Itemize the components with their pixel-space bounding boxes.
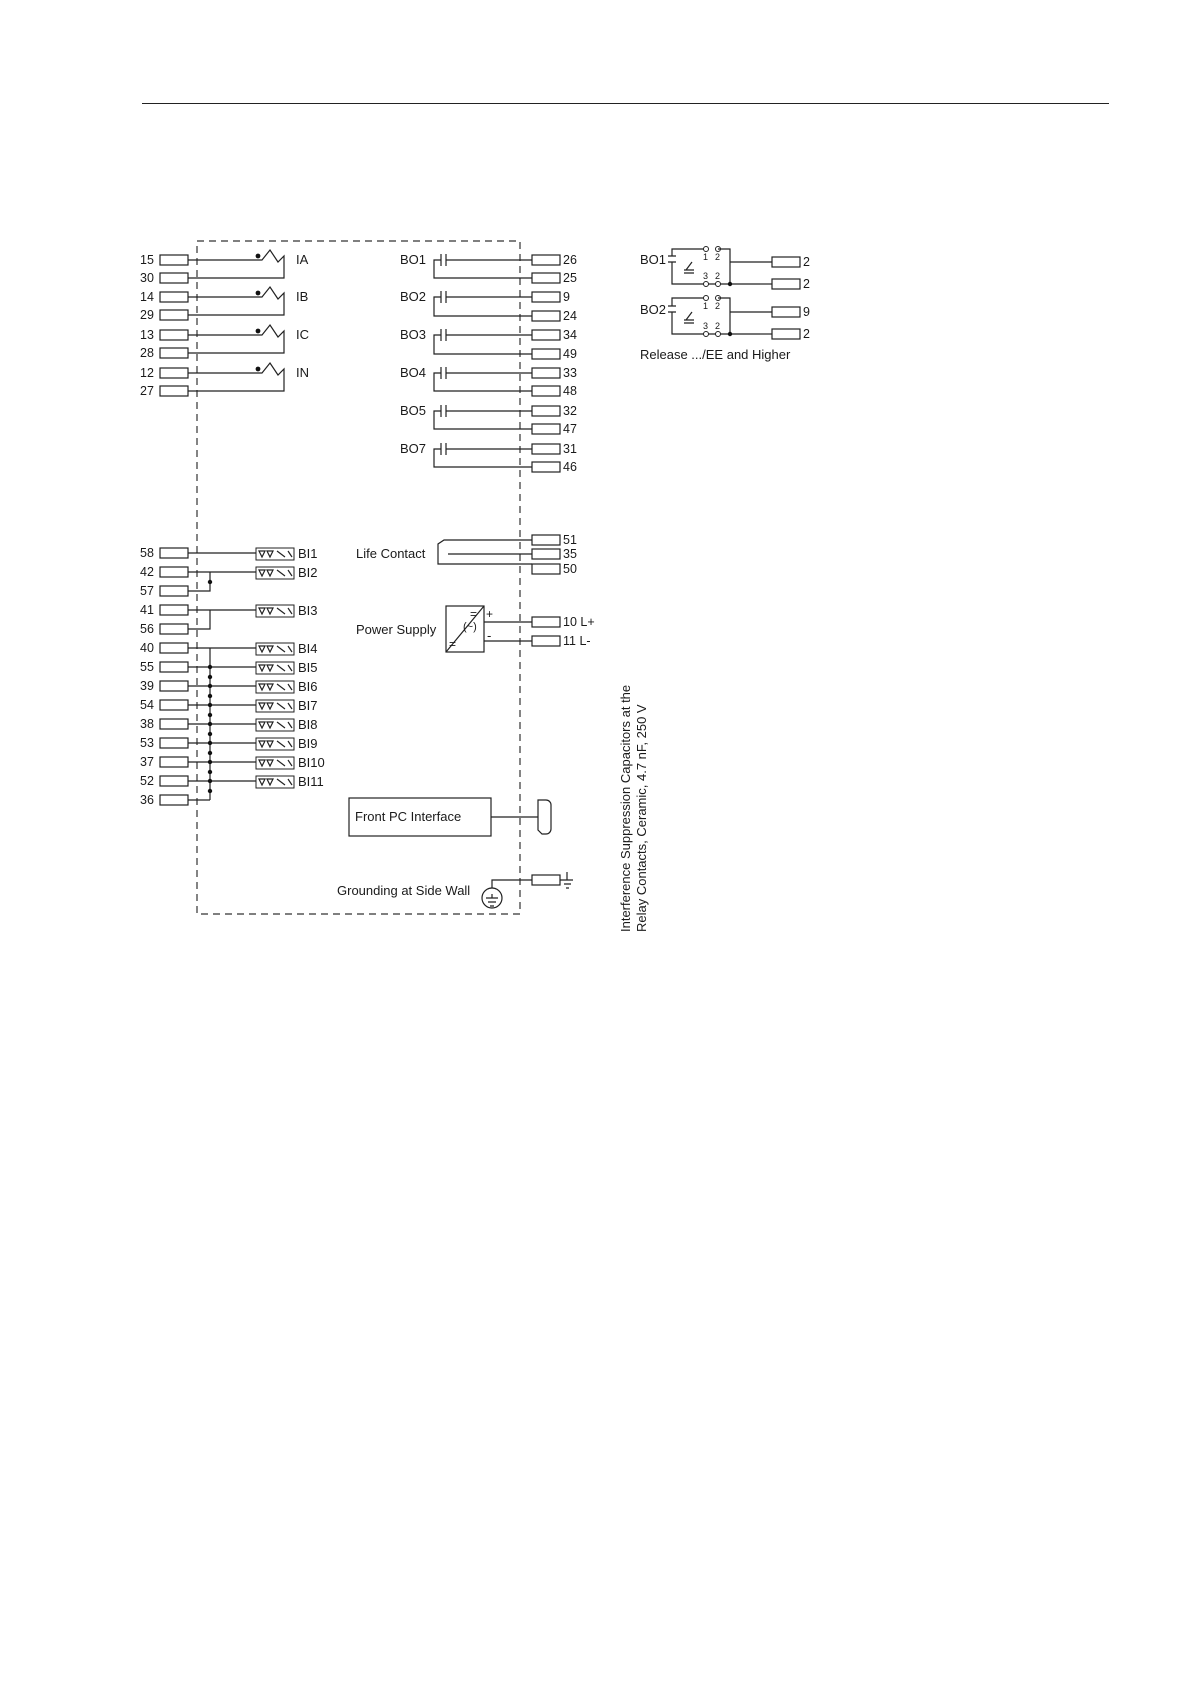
terminal-label: 32 xyxy=(563,404,577,418)
binary-output-bo1 xyxy=(400,252,577,285)
terminal-label: 55 xyxy=(140,660,154,674)
terminal-label: 56 xyxy=(140,622,154,636)
bi3 xyxy=(256,603,318,618)
binary-input-label: BI7 xyxy=(298,698,318,713)
terminal-label: 11 L- xyxy=(563,634,591,648)
terminal-25[interactable] xyxy=(532,273,560,283)
terminal-label: 57 xyxy=(140,584,154,598)
terminal-38[interactable] xyxy=(160,719,188,729)
power-supply-dc-symbol: = xyxy=(470,607,478,621)
inset-terminal-label: 2 xyxy=(803,327,810,341)
terminal-label: 34 xyxy=(563,328,577,342)
bi6 xyxy=(256,679,318,694)
terminal-27[interactable] xyxy=(160,386,188,396)
terminal-label: 36 xyxy=(140,793,154,807)
terminal-53[interactable] xyxy=(160,738,188,748)
optocoupler-icon xyxy=(256,681,294,693)
release-note: Release .../EE and Higher xyxy=(640,347,791,362)
terminal-30[interactable] xyxy=(160,273,188,283)
terminal-ground[interactable] xyxy=(532,875,560,885)
front-pc-interface xyxy=(349,798,551,836)
terminal-51[interactable] xyxy=(532,535,560,545)
optocoupler-icon xyxy=(256,757,294,769)
terminal-label: 35 xyxy=(563,547,577,561)
terminal-56[interactable] xyxy=(160,624,188,634)
current-input-label: IB xyxy=(296,289,309,304)
inset-pin-label: 2 xyxy=(715,271,721,281)
current-input-ic xyxy=(140,325,309,360)
current-input-label: IA xyxy=(296,252,309,267)
current-input-ib xyxy=(140,287,308,322)
inset-pin-label: 2 xyxy=(715,301,721,311)
grounding-label: Grounding at Side Wall xyxy=(337,883,471,898)
terminal-label: 51 xyxy=(563,533,577,547)
inset-terminal[interactable] xyxy=(772,329,800,339)
binary-output-bo4 xyxy=(400,365,577,398)
terminal-label: 30 xyxy=(140,271,154,285)
terminal-55[interactable] xyxy=(160,662,188,672)
bi4 xyxy=(256,641,318,656)
binary-output-bo3 xyxy=(400,327,577,361)
inset-contact-label: BO1 xyxy=(640,252,667,267)
side-note-line-2: Relay Contacts, Ceramic, 4.7 nF, 250 V xyxy=(634,704,649,932)
terminal-label: 37 xyxy=(140,755,154,769)
bi1 xyxy=(256,546,318,561)
binary-input-label: BI6 xyxy=(298,679,318,694)
binary-output-bo7 xyxy=(400,441,577,474)
terminal-49[interactable] xyxy=(532,349,560,359)
pc-port-connector-icon[interactable] xyxy=(538,800,551,834)
terminal-32[interactable] xyxy=(532,406,560,416)
terminal-47[interactable] xyxy=(532,424,560,434)
terminal-label: 10 L+ xyxy=(563,615,595,629)
terminal-26[interactable] xyxy=(532,255,560,265)
binary-inputs xyxy=(140,546,325,807)
inset-pin-label: 3 xyxy=(703,271,709,281)
bi8 xyxy=(256,717,318,732)
front-pc-interface-label: Front PC Interface xyxy=(355,809,462,824)
terminal-37[interactable] xyxy=(160,757,188,767)
terminal-41[interactable] xyxy=(160,605,188,615)
optocoupler-icon xyxy=(256,700,294,712)
terminal-29[interactable] xyxy=(160,310,188,320)
terminal-label: 50 xyxy=(563,562,577,576)
current-input-label: IN xyxy=(296,365,309,380)
terminal-label: 47 xyxy=(563,422,577,436)
terminal-label: 25 xyxy=(563,271,577,285)
power-supply xyxy=(356,606,595,652)
inset-release-variant xyxy=(640,247,810,363)
inset-terminal[interactable] xyxy=(772,279,800,289)
life-contact-label: Life Contact xyxy=(356,546,426,561)
current-input-label: IC xyxy=(296,327,309,342)
binary-output-bo2 xyxy=(400,289,577,323)
terminal-label: 12 xyxy=(140,366,154,380)
terminal-54[interactable] xyxy=(160,700,188,710)
current-input-ia xyxy=(140,250,309,285)
terminal-40[interactable] xyxy=(160,643,188,653)
terminal-14[interactable] xyxy=(160,292,188,302)
terminal-label: 31 xyxy=(563,442,577,456)
terminal-label: 27 xyxy=(140,384,154,398)
inset-terminal-label: 2 xyxy=(803,255,810,269)
terminal-28[interactable] xyxy=(160,348,188,358)
terminal-13[interactable] xyxy=(160,330,188,340)
terminal-15[interactable] xyxy=(160,255,188,265)
terminal-label: 46 xyxy=(563,460,577,474)
inset-terminal[interactable] xyxy=(772,257,800,267)
terminal-label: 28 xyxy=(140,346,154,360)
inset-pin-label: 1 xyxy=(703,252,709,262)
bi11 xyxy=(256,774,324,789)
terminal-42[interactable] xyxy=(160,567,188,577)
terminal-11[interactable] xyxy=(532,636,560,646)
terminal-label: 26 xyxy=(563,253,577,267)
inset-pin-label: 2 xyxy=(715,321,721,331)
terminal-label: 48 xyxy=(563,384,577,398)
bi10 xyxy=(256,755,325,770)
binary-output-label: BO5 xyxy=(400,403,427,418)
terminal-label: 40 xyxy=(140,641,154,655)
bi9 xyxy=(256,736,318,751)
binary-output-label: BO2 xyxy=(400,289,427,304)
terminal-label: 33 xyxy=(563,366,577,380)
terminal-50[interactable] xyxy=(532,564,560,574)
terminal-label: 49 xyxy=(563,347,577,361)
binary-output-label: BO7 xyxy=(400,441,427,456)
terminal-label: 52 xyxy=(140,774,154,788)
binary-output-label: BO4 xyxy=(400,365,427,380)
binary-output-bo5 xyxy=(400,403,577,436)
terminal-label: 14 xyxy=(140,290,154,304)
terminal-label: 54 xyxy=(140,698,154,712)
terminal-label: 38 xyxy=(140,717,154,731)
inset-terminal[interactable] xyxy=(772,307,800,317)
terminal-label: 24 xyxy=(563,309,577,323)
inset-pin-label: 3 xyxy=(703,321,709,331)
earth-ground-icon xyxy=(560,872,573,888)
optocoupler-icon xyxy=(256,643,294,655)
optocoupler-icon xyxy=(256,719,294,731)
terminal-24[interactable] xyxy=(532,311,560,321)
terminal-9[interactable] xyxy=(532,292,560,302)
bi2 xyxy=(256,565,318,580)
terminal-12[interactable] xyxy=(160,368,188,378)
terminal-33[interactable] xyxy=(532,368,560,378)
power-supply-minus-sign: - xyxy=(487,628,492,643)
terminal-label: 41 xyxy=(140,603,154,617)
power-supply-dc-symbol-2: = xyxy=(449,637,457,651)
terminal-label: 42 xyxy=(140,565,154,579)
optocoupler-icon xyxy=(256,548,294,560)
optocoupler-icon xyxy=(256,738,294,750)
inset-terminal-label: 2 xyxy=(803,277,810,291)
bi5 xyxy=(256,660,318,675)
terminal-58[interactable] xyxy=(160,548,188,558)
terminal-label: 9 xyxy=(563,290,570,304)
terminal-36[interactable] xyxy=(160,795,188,805)
current-input-in xyxy=(140,363,309,398)
power-supply-plus-sign: + xyxy=(486,607,494,621)
grounding xyxy=(337,872,573,908)
terminal-label: 58 xyxy=(140,546,154,560)
terminal-label: 15 xyxy=(140,253,154,267)
terminal-34[interactable] xyxy=(532,330,560,340)
binary-input-label: BI4 xyxy=(298,641,318,656)
bi7 xyxy=(256,698,318,713)
side-note-line-1: Interference Suppression Capacitors at the xyxy=(618,684,633,932)
terminal-52[interactable] xyxy=(160,776,188,786)
optocoupler-icon xyxy=(256,605,294,617)
terminal-46[interactable] xyxy=(532,462,560,472)
life-contact xyxy=(356,533,577,576)
binary-input-label: BI5 xyxy=(298,660,318,675)
power-supply-ac-symbol: (~) xyxy=(463,621,477,633)
terminal-35[interactable] xyxy=(532,549,560,559)
terminal-10[interactable] xyxy=(532,617,560,627)
inset-contact-label: BO2 xyxy=(640,302,667,317)
inset-pin-label: 2 xyxy=(715,252,721,262)
inset-pin-label: 1 xyxy=(703,301,709,311)
binary-output-label: BO1 xyxy=(400,252,427,267)
optocoupler-icon xyxy=(256,776,294,788)
binary-input-label: BI10 xyxy=(298,755,325,770)
binary-input-label: BI1 xyxy=(298,546,318,561)
terminal-48[interactable] xyxy=(532,386,560,396)
optocoupler-icon xyxy=(256,662,294,674)
terminal-label: 29 xyxy=(140,308,154,322)
power-supply-label: Power Supply xyxy=(356,622,437,637)
binary-input-label: BI2 xyxy=(298,565,318,580)
binary-output-label: BO3 xyxy=(400,327,427,342)
terminal-31[interactable] xyxy=(532,444,560,454)
inset-terminal-label: 9 xyxy=(803,305,810,319)
binary-input-label: BI8 xyxy=(298,717,318,732)
terminal-39[interactable] xyxy=(160,681,188,691)
optocoupler-icon xyxy=(256,567,294,579)
suppression-capacitor-note xyxy=(618,685,649,932)
terminal-57[interactable] xyxy=(160,586,188,596)
binary-input-label: BI3 xyxy=(298,603,318,618)
terminal-label: 13 xyxy=(140,328,154,342)
terminal-label: 39 xyxy=(140,679,154,693)
terminal-label: 53 xyxy=(140,736,154,750)
binary-input-label: BI9 xyxy=(298,736,318,751)
binary-input-label: BI11 xyxy=(298,774,324,789)
